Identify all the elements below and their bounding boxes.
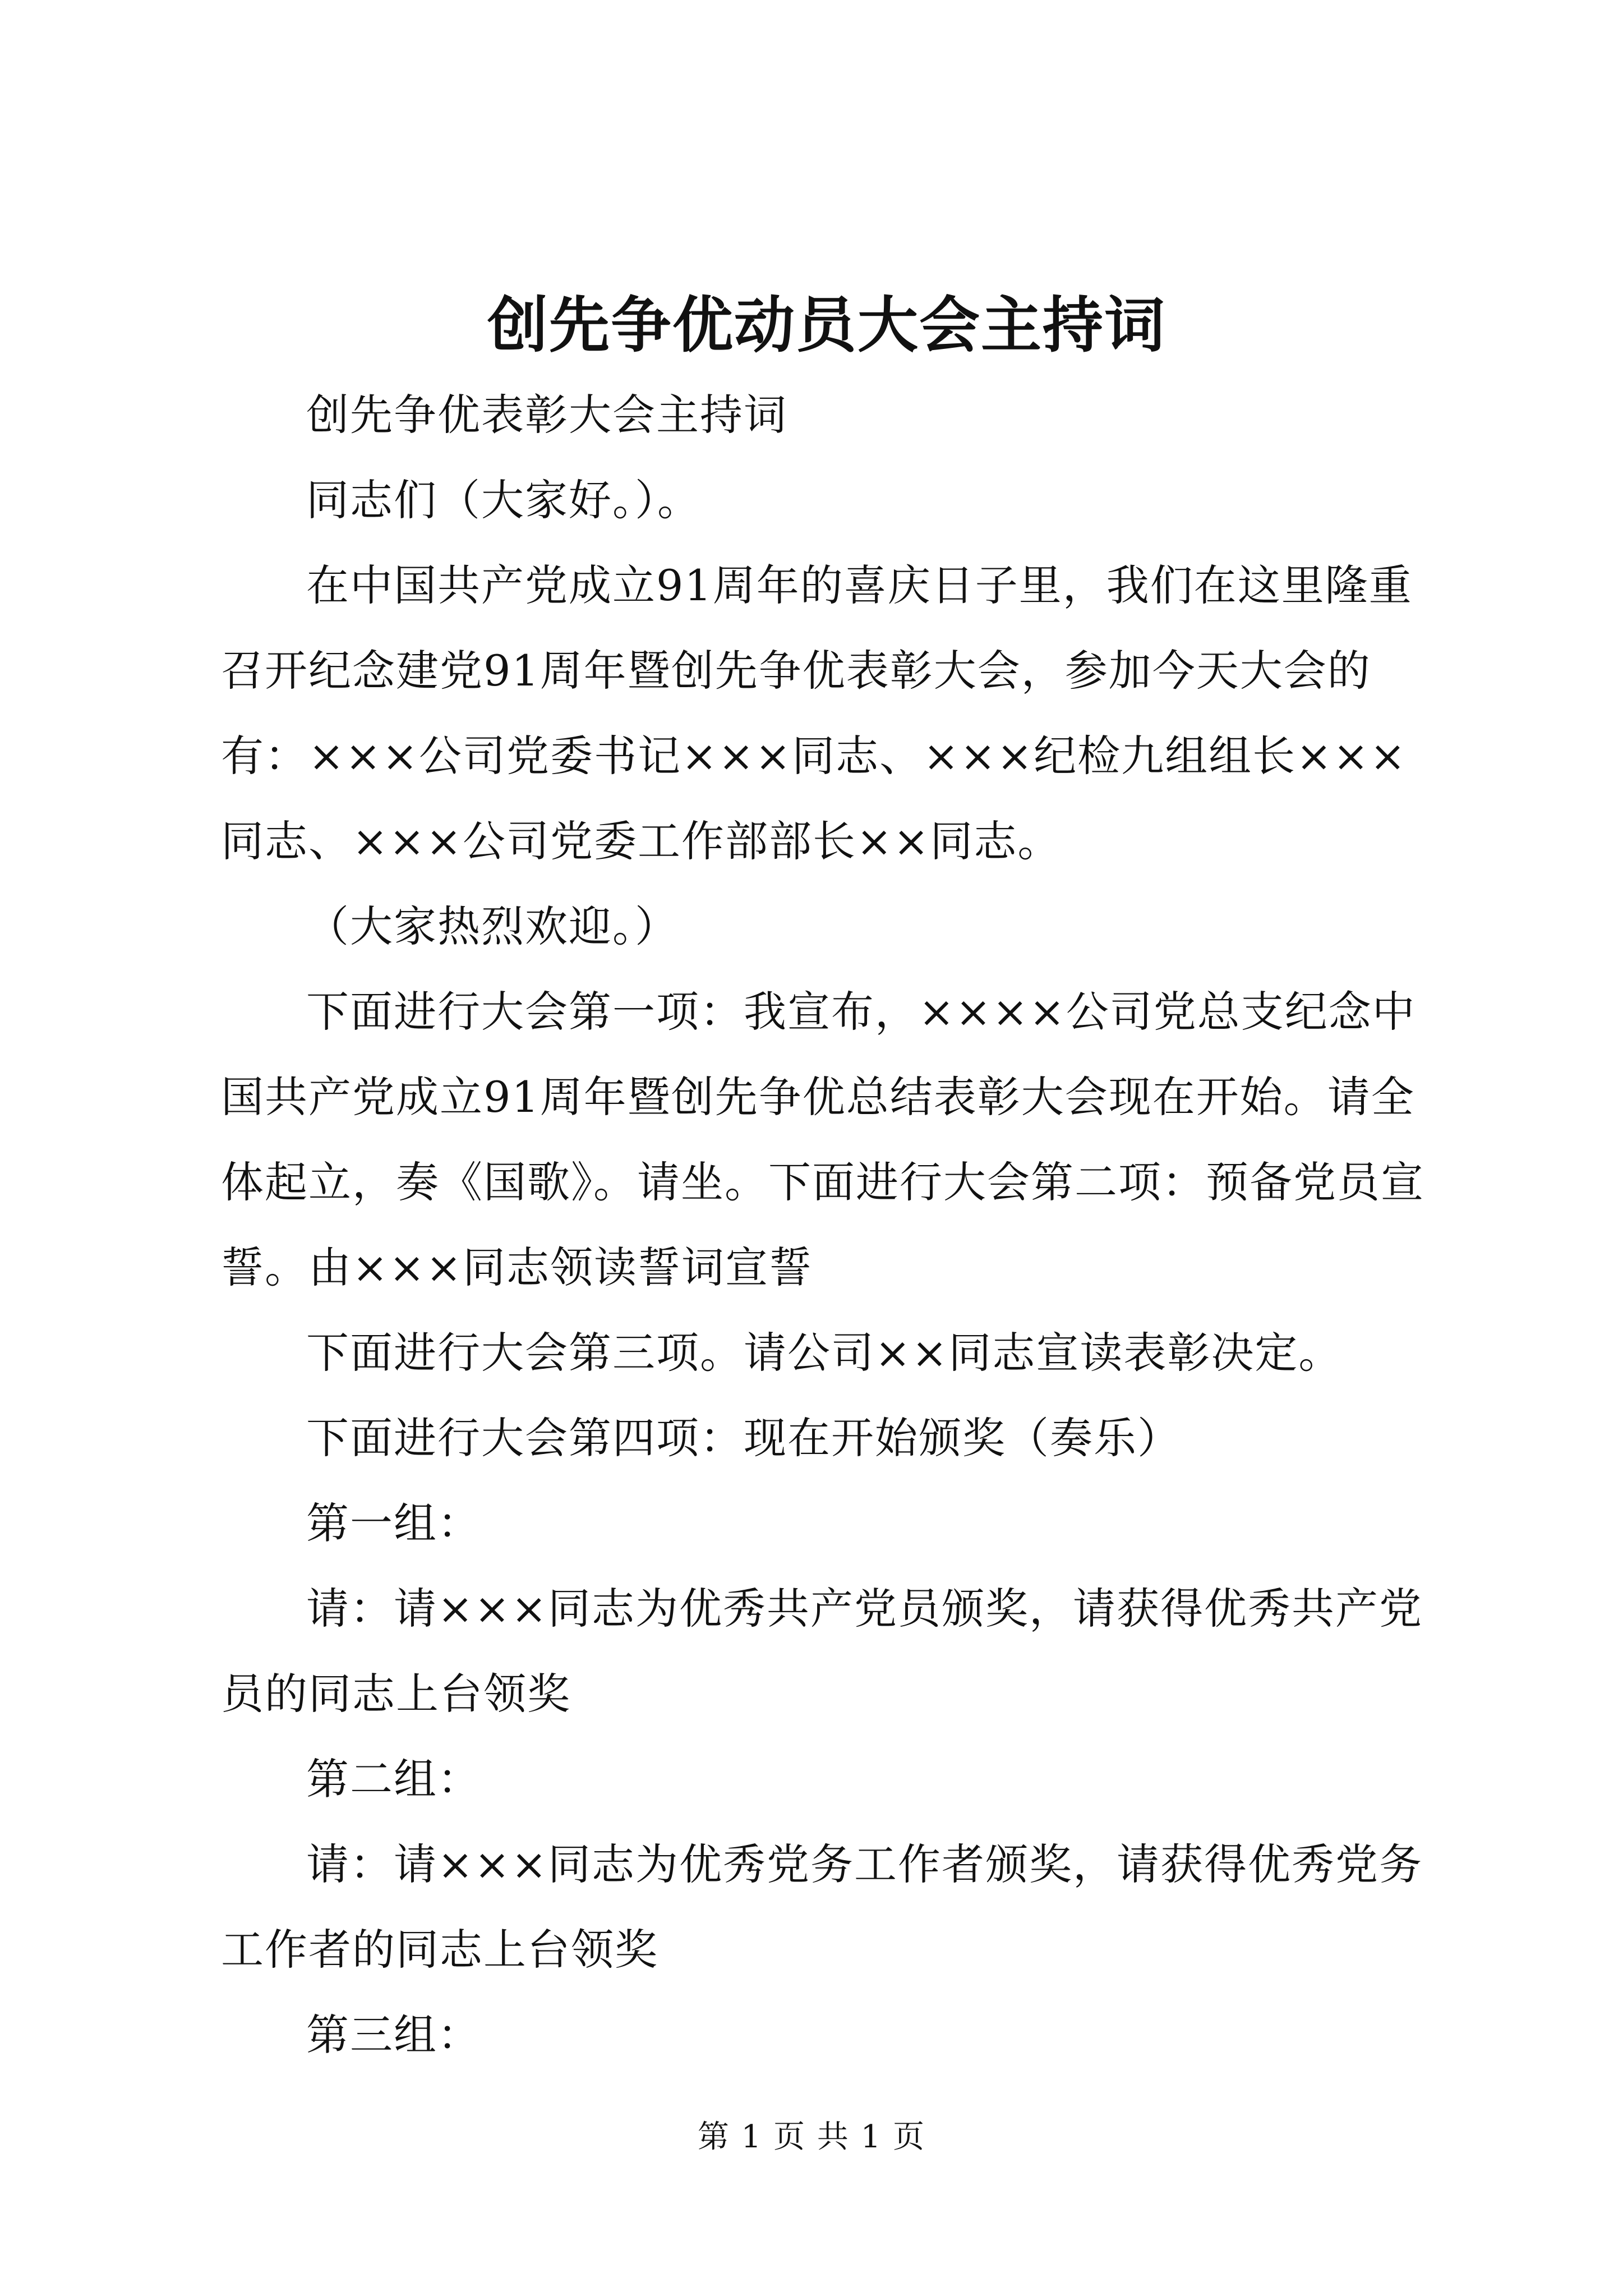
paragraph-group-one: 第一组： [306, 1498, 481, 1548]
document-title: 创先争优动员大会主持词 [487, 290, 1166, 361]
document-body [221, 286, 1432, 2078]
paragraph-group-one-award: 请：请×××同志为优秀共产党员颁奖，请获得优秀共产党员的同志上台领奖 [221, 1584, 1423, 1719]
paragraph-item-four: 下面进行大会第四项：现在开始颁奖（奏乐） [306, 1413, 1181, 1463]
paragraph-group-three: 第三组： [306, 2010, 481, 2060]
paragraph-subtitle: 创先争优表彰大会主持词 [306, 390, 787, 440]
paragraph-item-one: 下面进行大会第一项：我宣布，××××公司党总支纪念中国共产党成立91周年暨创先争优总结表彰大会现在开始。请全体起立，奏《国歌》。请坐。下面进行大会第二项：预备党员宣誓。由×××同志领读誓词宣誓 [221, 987, 1424, 1292]
paragraph-group-two: 第二组： [306, 1754, 481, 1804]
paragraph-opening: 在中国共产党成立91周年的喜庆日子里，我们在这里隆重召开纪念建党91周年暨创先争优表彰大会，参加今天大会的有：×××公司党委书记×××同志、×××纪检九组组长×××同志、×××公司党委工作部部长××同志。 [221, 560, 1413, 866]
paragraph-greeting: 同志们（大家好。）。 [306, 475, 701, 525]
paragraph-item-three: 下面进行大会第三项。请公司××同志宣读表彰决定。 [306, 1328, 1343, 1378]
paragraph-group-two-award: 请：请×××同志为优秀党务工作者颁奖，请获得优秀党务工作者的同志上台领奖 [221, 1839, 1423, 1975]
page-number-footer: 第 1 页 共 1 页 [697, 2119, 926, 2155]
paragraph-welcome: （大家热烈欢迎。） [306, 901, 679, 951]
